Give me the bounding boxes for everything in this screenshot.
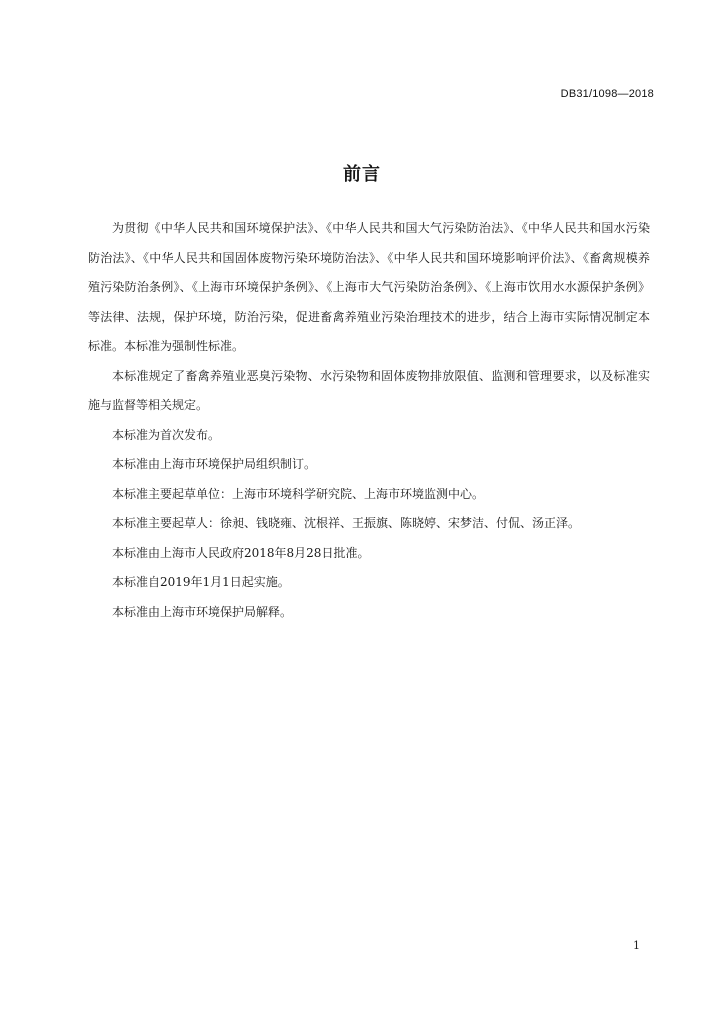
foreword-body — [88, 214, 650, 627]
paragraph-effective-date: 本标准自2019年1月1日起实施。 — [112, 575, 290, 589]
page-number: 1 — [633, 939, 640, 952]
paragraph-drafting-units: 本标准主要起草单位：上海市环境科学研究院、上海市环境监测中心。 — [112, 486, 485, 501]
paragraph-interpretation: 本标准由上海市环境保护局解释。 — [112, 604, 293, 619]
paragraph-organizer: 本标准由上海市环境保护局组织制订。 — [112, 457, 317, 471]
page-title: 前言 — [343, 164, 381, 185]
paragraph-purpose: 为贯彻《中华人民共和国环境保护法》、《中华人民共和国大气污染防治法》、《中华人民共和国水污染防治法》、《中华人民共和国固体废物污染环境防治法》、《中华人民共和国环境影响评价法》、《畜禽规模养殖污染防治条例》、《上海市环境保护条例》、《上海市大气污染防治条例》、《上海市饮用水水源保护条例》等法律、法规，保护环境，防治污染，促进畜禽养殖业污染治理技术的进步，结合上海市实际情况制定本标准。本标准为强制性标准。 — [88, 221, 650, 353]
paragraph-first-release: 本标准为首次发布。 — [112, 427, 221, 442]
document-code: DB31/1098—2018 — [560, 88, 654, 100]
paragraph-drafters: 本标准主要起草人：徐昶、钱晓雍、沈根祥、王振旗、陈晓婷、宋梦洁、付侃、汤正泽。 — [112, 516, 581, 530]
paragraph-approval: 本标准由上海市人民政府2018年8月28日批准。 — [112, 545, 370, 560]
paragraph-scope: 本标准规定了畜禽养殖业恶臭污染物、水污染物和固体废物排放限值、监测和管理要求，以及标准实施与监督等相关规定。 — [88, 368, 650, 412]
